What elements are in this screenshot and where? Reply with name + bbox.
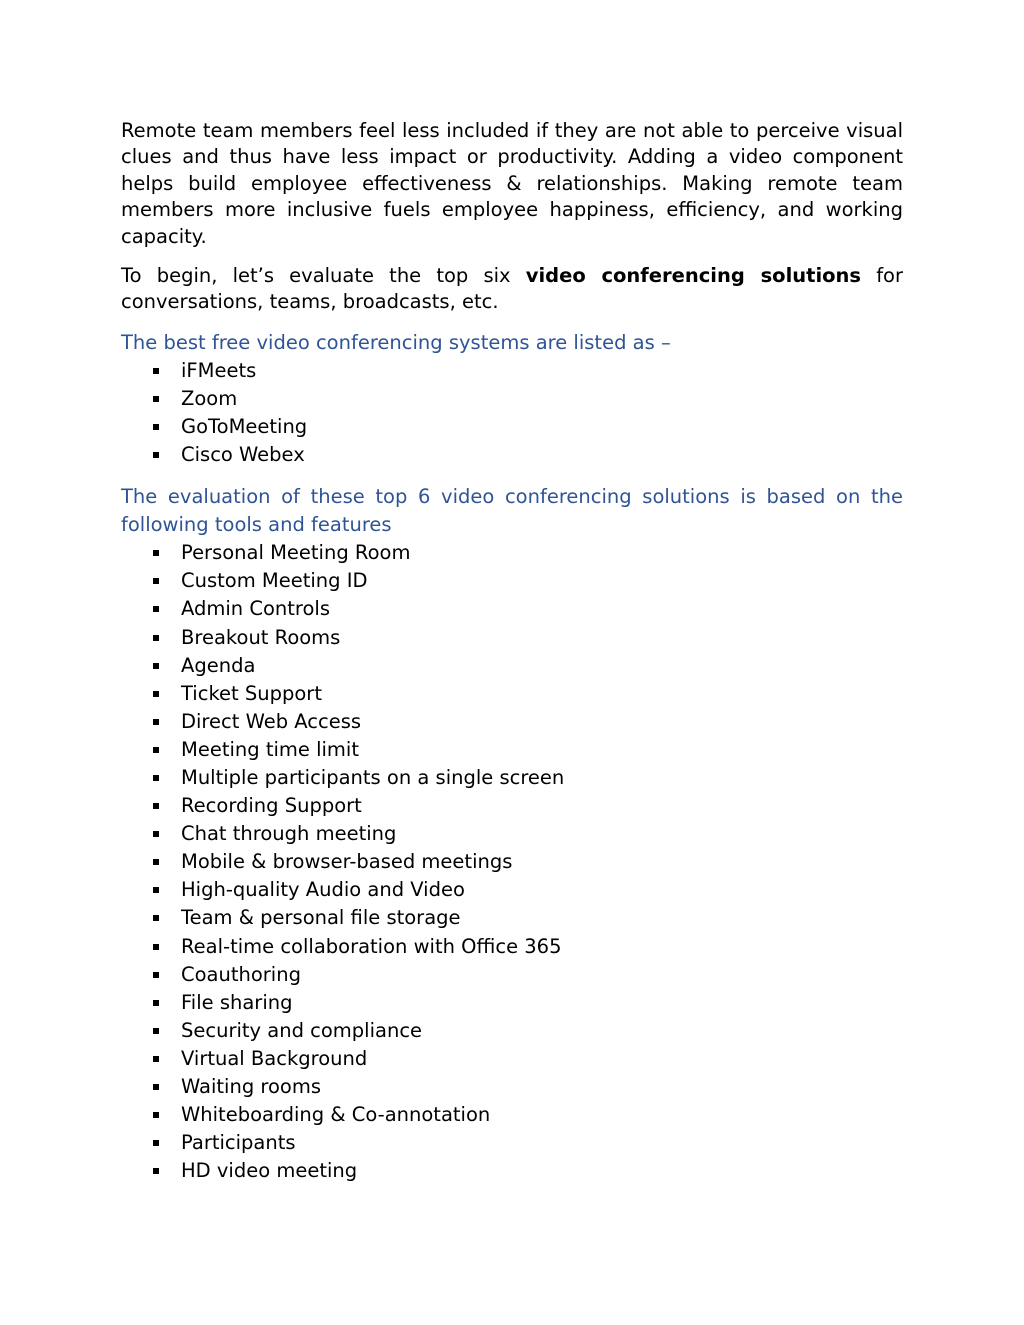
list-item-label: Ticket Support [181,681,322,705]
square-bullet-icon [153,859,159,865]
list-item [121,1073,903,1101]
list-item [121,595,903,623]
square-bullet-icon [153,972,159,978]
evaluation-intro-text: To begin, let’s evaluate the top six [121,264,526,288]
list-item [121,792,903,820]
list-item [121,680,903,708]
square-bullet-icon [153,691,159,697]
systems-list [121,357,903,469]
features-heading: The evaluation of these top 6 video conferencing solutions is based on the following tools and features [121,485,903,537]
square-bullet-icon [153,775,159,781]
evaluation-intro-text-end: for conversations, teams, broadcasts, etc. [121,264,904,314]
list-item [121,624,903,652]
list-item-label: Multiple participants on a single screen [181,765,565,789]
list-item [121,1129,903,1157]
list-item-label: Custom Meeting ID [181,569,368,593]
list-item-label: iFMeets [181,358,257,382]
list-item-label: Security and compliance [181,1018,423,1042]
square-bullet-icon [153,915,159,921]
list-item [121,357,903,385]
list-item-label: HD video meeting [181,1159,358,1183]
list-item-label: Breakout Rooms [181,625,341,649]
square-bullet-icon [153,424,159,430]
list-item [121,652,903,680]
list-item-label: Recording Support [181,794,362,818]
list-item-label: Coauthoring [181,962,301,986]
list-item [121,820,903,848]
square-bullet-icon [153,887,159,893]
square-bullet-icon [153,719,159,725]
list-item [121,385,903,413]
features-list [121,539,903,1185]
list-item [121,413,903,441]
list-item-label: Mobile & browser-based meetings [181,850,513,874]
list-item [121,1017,903,1045]
list-item-label: Personal Meeting Room [181,541,411,565]
list-item [121,708,903,736]
square-bullet-icon [153,1140,159,1146]
list-item-label: Whiteboarding & Co-annotation [181,1103,491,1127]
square-bullet-icon [153,1084,159,1090]
square-bullet-icon [153,1056,159,1062]
list-item [121,1101,903,1129]
list-item-label: Cisco Webex [181,443,305,467]
square-bullet-icon [153,1168,159,1174]
square-bullet-icon [153,452,159,458]
list-item [121,961,903,989]
document-page [121,118,903,1185]
list-item-label: Waiting rooms [181,1075,322,1098]
list-item [121,736,903,764]
square-bullet-icon [153,396,159,402]
list-item-label: Chat through meeting [181,822,397,846]
list-item-label: File sharing [181,990,293,1014]
square-bullet-icon [153,635,159,641]
square-bullet-icon [153,1028,159,1034]
list-item [121,1157,903,1185]
list-item [121,848,903,876]
systems-heading: The best free video conferencing systems are listed as – [121,330,671,354]
list-item [121,441,903,469]
square-bullet-icon [153,550,159,556]
list-item-label: GoToMeeting [181,415,308,439]
square-bullet-icon [153,803,159,809]
list-item-label: Team & personal file storage [181,906,461,930]
square-bullet-icon [153,663,159,669]
list-item-label: Direct Web Access [181,709,362,733]
evaluation-intro-paragraph [121,263,903,316]
list-item [121,876,903,904]
list-item [121,764,903,792]
list-item-label: Real-time collaboration with Office 365 [181,934,562,958]
list-item-label: Agenda [181,653,256,677]
square-bullet-icon [153,1000,159,1006]
list-item-label: Meeting time limit [181,737,359,761]
square-bullet-icon [153,578,159,584]
evaluation-intro-bold: video conferencing solutions [525,264,862,288]
list-item [121,933,903,961]
square-bullet-icon [153,368,159,374]
intro-paragraph: Remote team members feel less included if they are not able to perceive visual clues and thus have less impact or productivity. Adding a video component helps build employee effectiveness & relationships. Making remote team members more inclusive fuels employee happiness, efficiency, and working capacity. [121,119,903,248]
list-item-label: Participants [181,1131,296,1155]
list-item [121,904,903,932]
square-bullet-icon [153,831,159,837]
list-item-label: Virtual Background [181,1046,368,1070]
list-item-label: Admin Controls [181,597,330,621]
square-bullet-icon [153,747,159,753]
square-bullet-icon [153,944,159,950]
list-item [121,539,903,567]
square-bullet-icon [153,1112,159,1118]
list-item-label: High-quality Audio and Video [181,878,465,902]
list-item [121,989,903,1017]
list-item-label: Zoom [181,386,238,410]
list-item [121,567,903,595]
list-item [121,1045,903,1073]
square-bullet-icon [153,606,159,612]
